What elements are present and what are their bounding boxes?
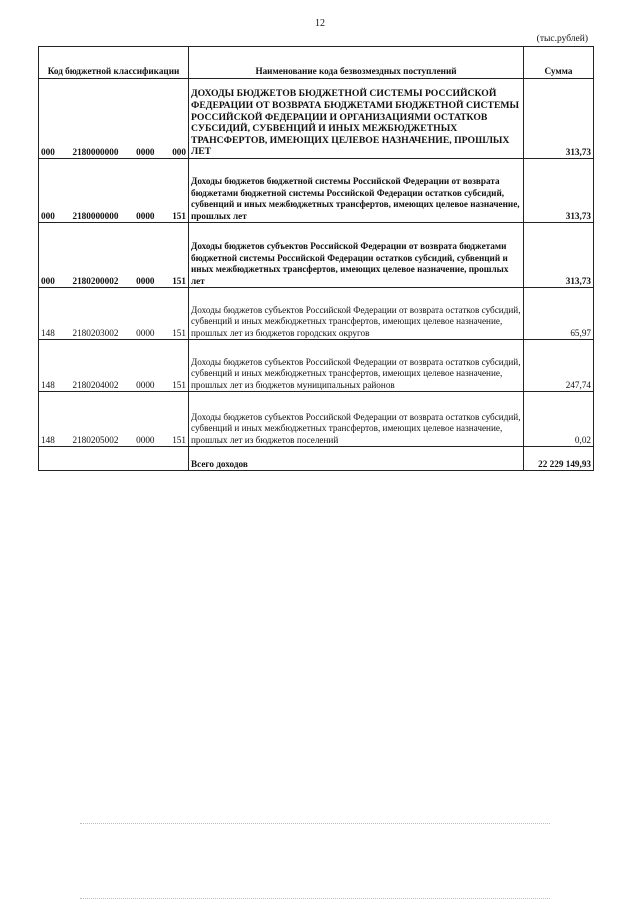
code-cell [39,223,189,288]
header-amount: Сумма [524,47,594,79]
page-number: 12 [315,18,325,29]
table-row [39,79,594,159]
total-row [39,447,594,471]
table-row [39,340,594,392]
income-code: 2180203002 [72,327,119,338]
row-amount: 313,73 [524,223,594,288]
scan-noise-line [80,898,550,900]
income-code: 2180000000 [72,146,119,157]
total-amount: 22 229 149,93 [524,447,594,471]
sub-code: 0000 [136,327,155,338]
table-row [39,392,594,447]
code-cell [39,340,189,392]
row-name: Доходы бюджетов субъектов Российской Федерации от возврата остатков субсидий, субвенций и иных межбюджетных трансфертов, имеющих целевое назначение, прошлых лет из бюджетов поселений [189,392,524,447]
admin-code: 148 [41,379,55,390]
code-cell [39,288,189,340]
code-cell [39,392,189,447]
row-amount: 65,97 [524,288,594,340]
admin-code: 148 [41,434,55,445]
table-header-row [39,47,594,79]
row-name: Доходы бюджетов субъектов Российской Федерации от возврата бюджетами бюджетной системы Российской Федерации остатков субсидий, субвенций и иных межбюджетных трансфертов, имеющих целевое назначение, прошлых лет [189,223,524,288]
row-name: Доходы бюджетов бюджетной системы Российской Федерации от возврата бюджетами бюджетной системы Российской Федерации остатков субсидий, субвенций и иных межбюджетных трансфертов, имеющих целевое назначение, прошлых лет [189,159,524,223]
kind-code: 000 [172,146,186,157]
table-row [39,223,594,288]
sub-code: 0000 [136,146,155,157]
income-code: 2180000000 [72,210,119,221]
admin-code: 000 [41,146,55,157]
code-cell [39,79,189,159]
total-label: Всего доходов [189,447,524,471]
kind-code: 151 [172,379,186,390]
table-row [39,159,594,223]
kind-code: 151 [172,275,186,286]
sub-code: 0000 [136,434,155,445]
row-name: Доходы бюджетов субъектов Российской Федерации от возврата остатков субсидий, субвенций и иных межбюджетных трансфертов, имеющих целевое назначение, прошлых лет из бюджетов городских округов [189,288,524,340]
row-amount: 313,73 [524,159,594,223]
income-code: 2180204002 [72,379,119,390]
header-code: Код бюджетной классификации [39,47,189,79]
code-cell [39,159,189,223]
total-code-cell [39,447,189,471]
table-row [39,288,594,340]
kind-code: 151 [172,327,186,338]
kind-code: 151 [172,210,186,221]
row-amount: 0,02 [524,392,594,447]
header-name: Наименование кода безвозмездных поступлений [189,47,524,79]
kind-code: 151 [172,434,186,445]
row-amount: 247,74 [524,340,594,392]
budget-table [38,46,594,471]
sub-code: 0000 [136,275,155,286]
sub-code: 0000 [136,210,155,221]
row-amount: 313,73 [524,79,594,159]
sub-code: 0000 [136,379,155,390]
admin-code: 000 [41,210,55,221]
income-code: 2180200002 [72,275,119,286]
income-code: 2180205002 [72,434,119,445]
row-name: ДОХОДЫ БЮДЖЕТОВ БЮДЖЕТНОЙ СИСТЕМЫ РОССИЙСКОЙ ФЕДЕРАЦИИ ОТ ВОЗВРАТА БЮДЖЕТАМИ БЮДЖЕТНОЙ СИСТЕМЫ РОССИЙСКОЙ ФЕДЕРАЦИИ И ОРГАНИЗАЦИЯМИ ОСТАТКОВ СУБСИДИЙ, СУБВЕНЦИЙ И ИНЫХ МЕЖБЮДЖЕТНЫХ ТРАНСФЕРТОВ, ИМЕЮЩИХ ЦЕЛЕВОЕ НАЗНАЧЕНИЕ, ПРОШЛЫХ ЛЕТ [189,79,524,159]
row-name: Доходы бюджетов субъектов Российской Федерации от возврата остатков субсидий, субвенций и иных межбюджетных трансфертов, имеющих целевое назначение, прошлых лет из бюджетов муниципальных районов [189,340,524,392]
admin-code: 000 [41,275,55,286]
units-label: (тыс.рублей) [536,34,588,44]
admin-code: 148 [41,327,55,338]
scan-noise-line [80,823,550,825]
